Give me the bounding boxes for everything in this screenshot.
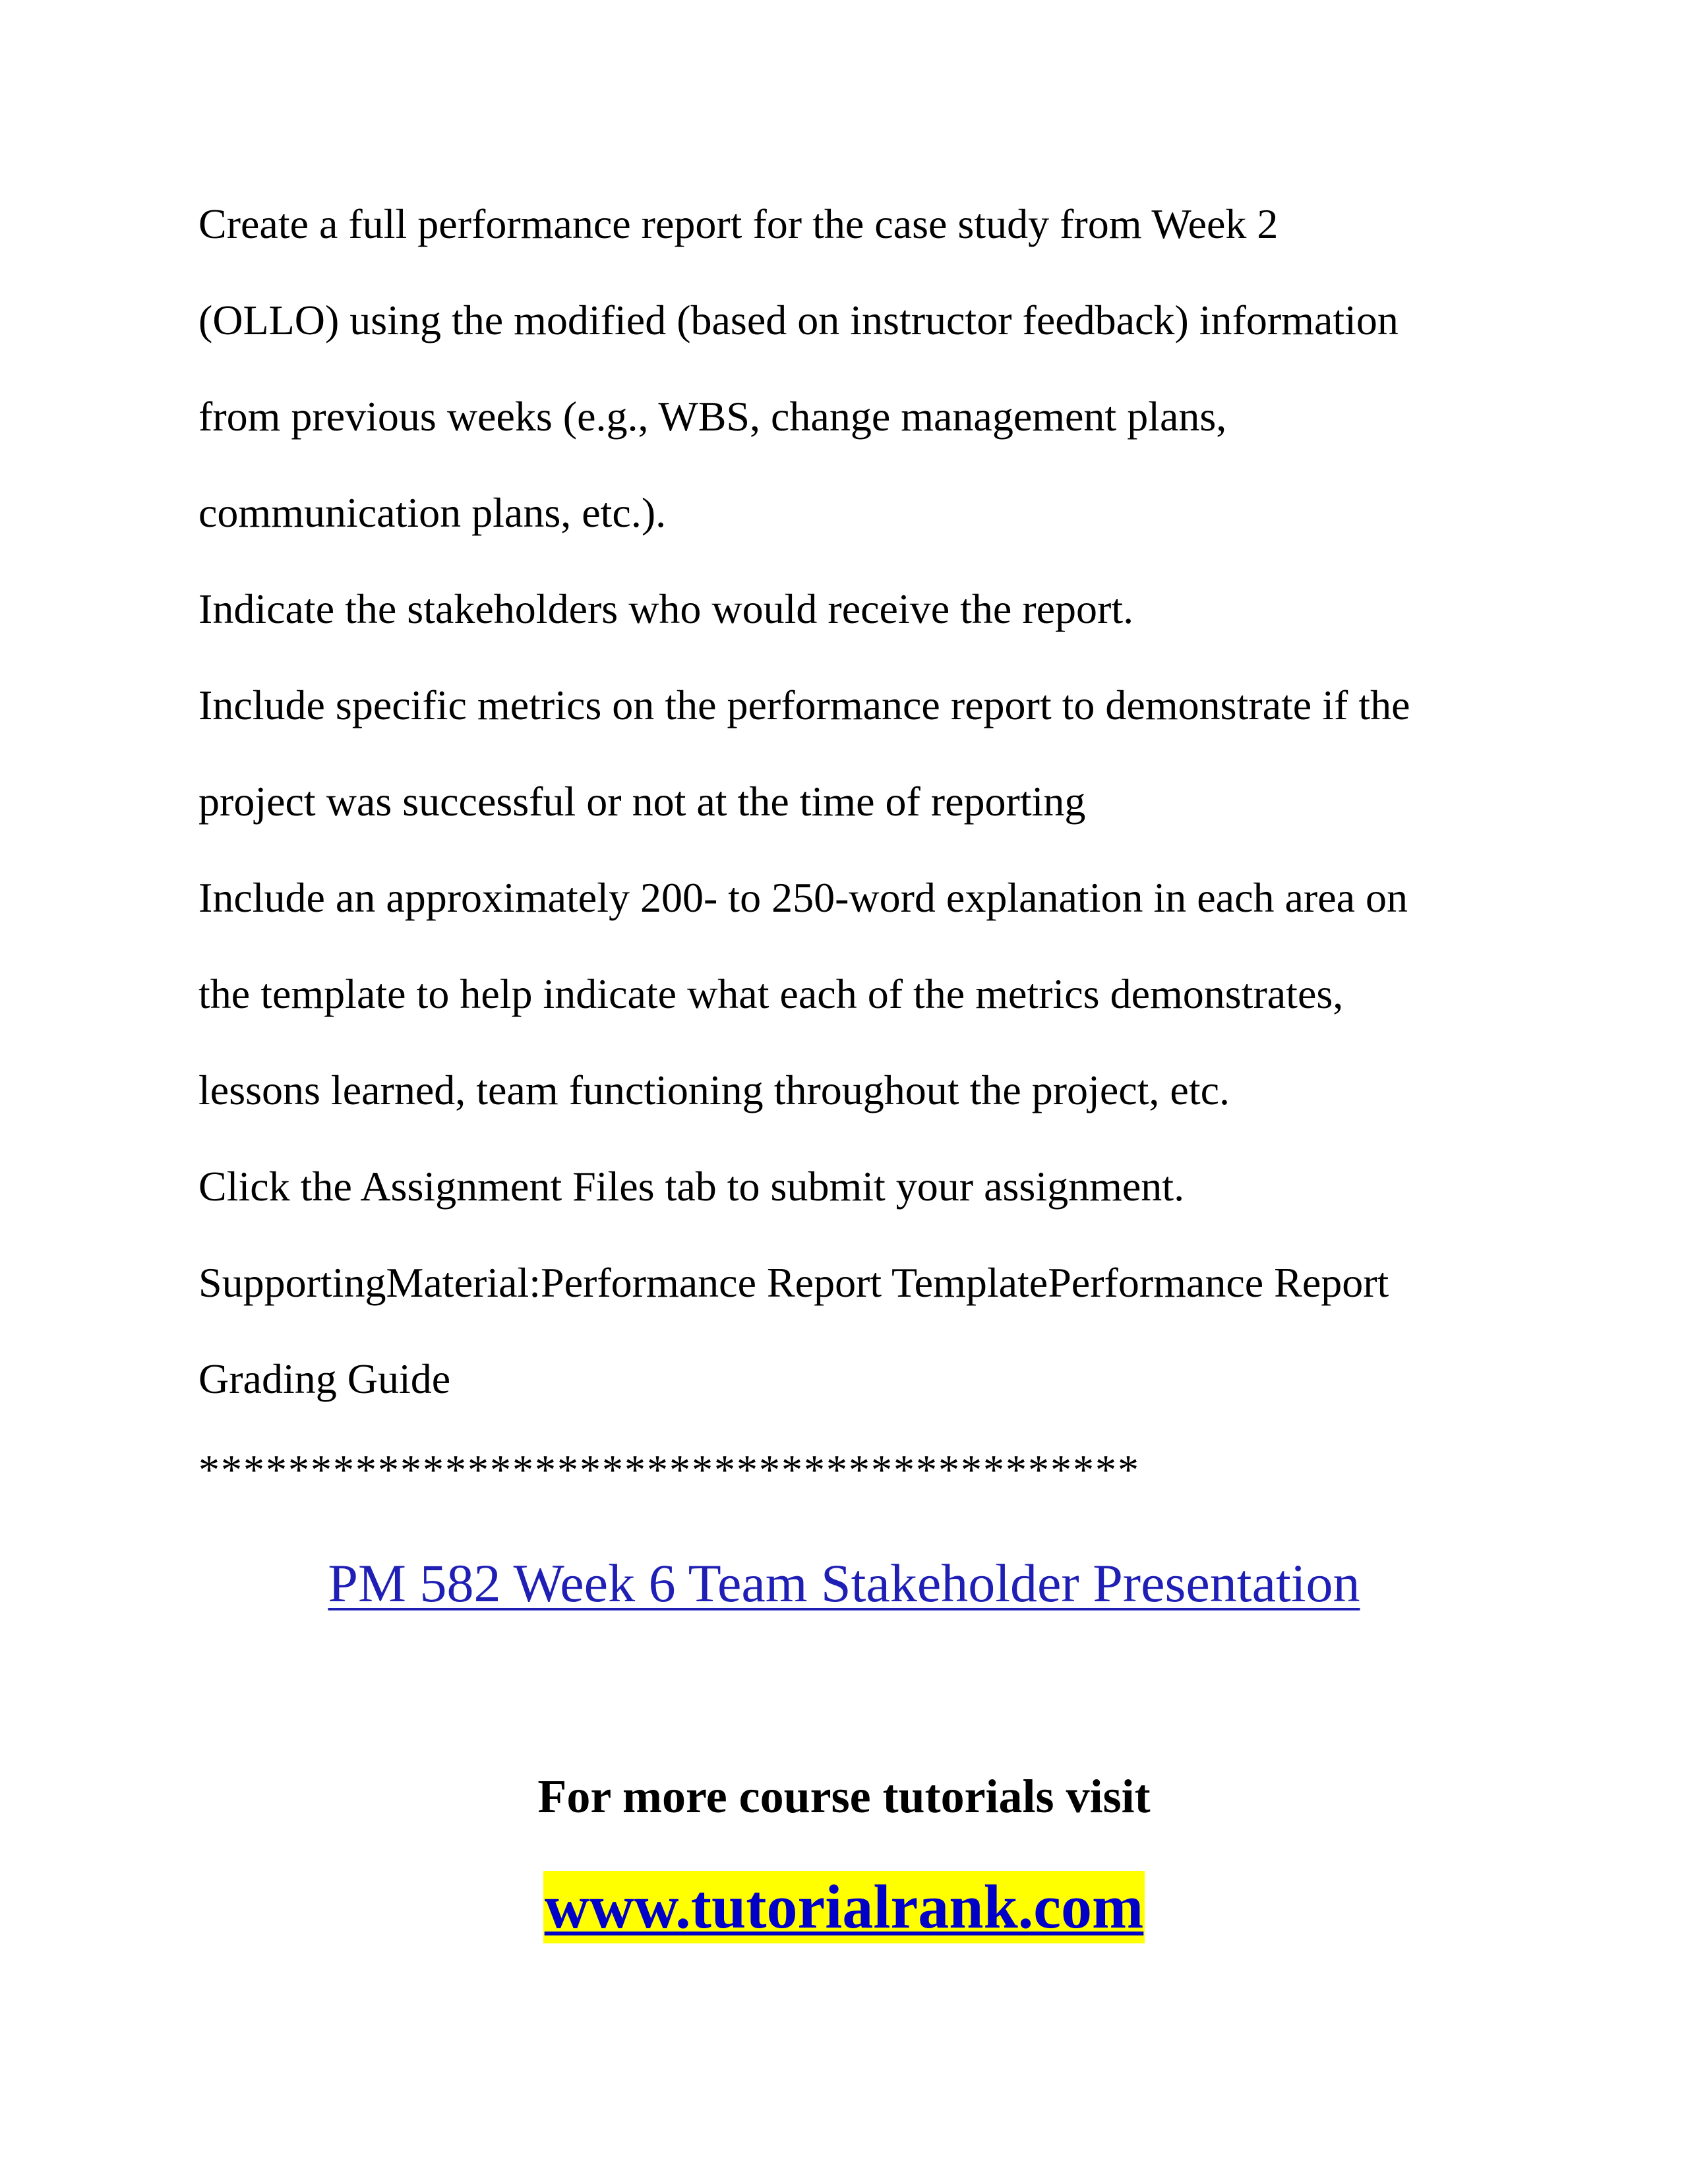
separator-line: ****************************************** <box>198 1446 1140 1493</box>
text-line: Indicate the stakeholders who would receive the report. <box>198 585 1134 632</box>
text-line: Click the Assignment Files tab to submit your assignment. <box>198 1163 1185 1210</box>
text-line: Create a full performance report for the case study from Week 2 <box>198 200 1279 247</box>
next-tutorial-heading <box>0 1550 1688 1616</box>
site-link-wrapper <box>0 1871 1688 1943</box>
text-line: (OLLO) using the modified (based on instructor feedback) information <box>198 297 1399 343</box>
site-link[interactable]: www.tutorialrank.com <box>543 1871 1145 1943</box>
text-line: Include specific metrics on the performance report to demonstrate if the <box>198 682 1410 728</box>
text-line: the template to help indicate what each of the metrics demonstrates, <box>198 970 1344 1017</box>
text-line: lessons learned, team functioning throughout the project, etc. <box>198 1067 1230 1113</box>
text-line: communication plans, etc.). <box>198 489 667 536</box>
text-line: SupportingMaterial:Performance Report TemplatePerformance Report <box>198 1259 1389 1306</box>
next-tutorial-link[interactable]: PM 582 Week 6 Team Stakeholder Presentation <box>328 1553 1360 1613</box>
text-line: from previous weeks (e.g., WBS, change management plans, <box>198 393 1227 440</box>
text-line: Grading Guide <box>198 1355 451 1402</box>
promo-text: For more course tutorials visit <box>537 1770 1151 1823</box>
text-line: project was successful or not at the time of reporting <box>198 778 1086 825</box>
text-line: Include an approximately 200- to 250-word explanation in each area on <box>198 874 1408 921</box>
